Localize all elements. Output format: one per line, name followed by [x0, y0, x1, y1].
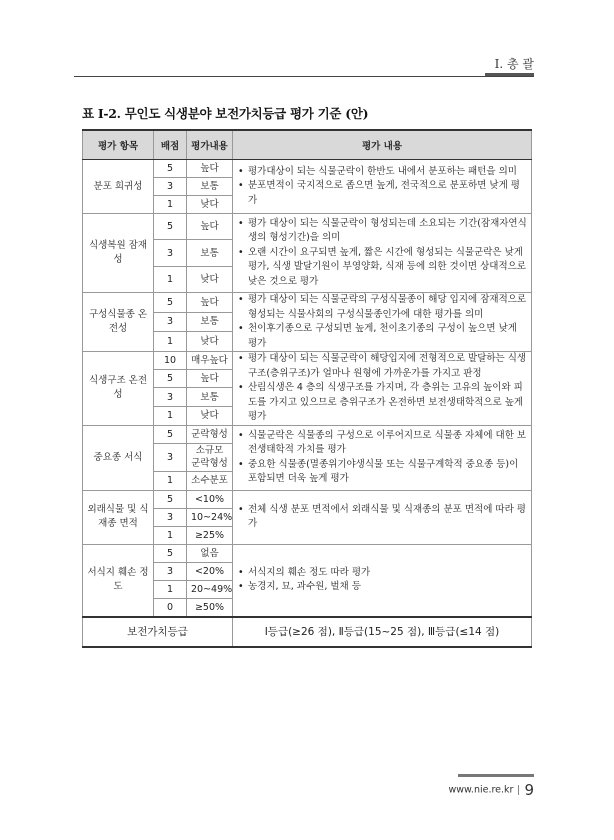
score-cell: 1 — [154, 526, 187, 544]
level-cell: 낮다 — [187, 196, 233, 214]
summary-row — [83, 617, 532, 647]
criterion-name: 외래식물 및 식재종 면적 — [83, 490, 154, 544]
description-item: • 오랜 시간이 요구되면 높게, 짧은 시간에 형성되는 식물군락은 낮게 평가, 식생 발달기원이 부영양화, 식재 등에 의한 것이면 상대적으로 낮은 것으로 평가 — [237, 246, 527, 290]
score-cell: 5 — [154, 544, 187, 562]
score-cell: 5 — [154, 293, 187, 313]
level-cell: 10~24% — [187, 508, 233, 526]
score-cell: 1 — [154, 406, 187, 425]
footer-site: www.nie.re.kr — [448, 784, 514, 796]
level-cell: 높다 — [187, 214, 233, 240]
table-caption: 표 Ⅰ-2. 무인도 식생분야 보전가치등급 평가 기준 (안) — [82, 106, 369, 121]
score-cell: 3 — [154, 240, 187, 267]
score-cell: 1 — [154, 580, 187, 598]
criterion-name: 서식지 훼손 정도 — [83, 544, 154, 617]
level-cell: 군락형성 — [187, 425, 233, 443]
description-item: • 평가 대상이 되는 식물군락이 형성되는데 소요되는 기간(잠재자연식생의 형성기간)을 의미 — [237, 217, 527, 246]
criterion-name: 구성식물종 온전성 — [83, 293, 154, 352]
description-list — [237, 293, 527, 351]
level-cell: 높다 — [187, 293, 233, 313]
score-cell: 0 — [154, 598, 187, 617]
description-item: • 분포면적이 국지적으로 좁으면 높게, 전국적으로 분포하면 낮게 평가 — [237, 179, 527, 208]
description-list — [237, 566, 527, 595]
score-cell: 3 — [154, 178, 187, 196]
level-cell: 소수분포 — [187, 471, 233, 490]
level-cell: ≥25% — [187, 526, 233, 544]
level-cell: 높다 — [187, 369, 233, 388]
table-row — [83, 544, 532, 562]
criterion-description — [233, 214, 532, 293]
header-accent-bar — [485, 73, 534, 76]
description-item: • 서식지의 훼손 정도 따라 평가 — [237, 566, 527, 581]
score-cell: 5 — [154, 214, 187, 240]
score-cell: 3 — [154, 312, 187, 332]
criterion-description — [233, 425, 532, 490]
score-cell: 1 — [154, 332, 187, 352]
score-cell: 3 — [154, 388, 187, 407]
level-cell: 보통 — [187, 178, 233, 196]
table-row — [83, 160, 532, 178]
table-row — [83, 214, 532, 240]
page-number: 9 — [524, 781, 534, 799]
level-cell: 보통 — [187, 388, 233, 407]
table-body — [83, 160, 532, 647]
score-cell: 1 — [154, 196, 187, 214]
header-item: 평가 항목 — [83, 130, 154, 160]
header-score: 배점 — [154, 130, 187, 160]
description-item: • 평가 대상이 되는 식물군락의 구성식물종이 해당 입지에 잠재적으로 형성되는 식물사회의 구성식물종인가에 대한 평가를 의미 — [237, 293, 527, 322]
description-list — [237, 165, 527, 209]
criterion-name: 분포 희귀성 — [83, 160, 154, 214]
criterion-description — [233, 490, 532, 544]
description-list — [237, 429, 527, 487]
criterion-description — [233, 352, 532, 426]
table-row — [83, 293, 532, 313]
summary-label: 보전가치등급 — [83, 617, 233, 647]
description-item: • 평가대상이 되는 식물군락이 한반도 내에서 분포하는 패턴을 의미 — [237, 165, 527, 180]
description-item: • 산림식생은 4 층의 식생구조를 가지며, 각 층위는 고유의 높이와 피도를 가지고 있으므로 층위구조가 온전하면 보전생태학적으로 높게 평가 — [237, 381, 527, 425]
table-header-row — [83, 130, 532, 160]
table-row — [83, 425, 532, 443]
score-cell: 5 — [154, 490, 187, 508]
level-cell: <20% — [187, 562, 233, 580]
description-item: • 천이후기종으로 구성되면 높게, 천이초기종의 구성이 높으면 낮게 평가 — [237, 322, 527, 351]
table-row — [83, 490, 532, 508]
evaluation-criteria-table — [82, 129, 532, 648]
score-cell: 3 — [154, 508, 187, 526]
score-cell: 1 — [154, 471, 187, 490]
header-description: 평가 내용 — [233, 130, 532, 160]
description-list — [237, 503, 527, 532]
score-cell: 5 — [154, 425, 187, 443]
level-cell: ≥50% — [187, 598, 233, 617]
criterion-description — [233, 544, 532, 617]
description-item: • 농경지, 묘, 과수원, 벌채 등 — [237, 580, 527, 595]
criterion-name: 식생복원 잠재성 — [83, 214, 154, 293]
level-cell: 낮다 — [187, 267, 233, 293]
level-cell: 보통 — [187, 312, 233, 332]
level-cell: 보통 — [187, 240, 233, 267]
criterion-description — [233, 160, 532, 214]
level-cell: 소규모 군락형성 — [187, 443, 233, 471]
criterion-name: 중요종 서식 — [83, 425, 154, 490]
score-cell: 5 — [154, 160, 187, 178]
score-cell: 5 — [154, 369, 187, 388]
description-list — [237, 352, 527, 425]
score-cell: 1 — [154, 267, 187, 293]
level-cell: 높다 — [187, 160, 233, 178]
description-item: • 식물군락은 식물종의 구성으로 이루어지므로 식물종 자체에 대한 보전생태학적 가치를 평가 — [237, 429, 527, 458]
description-list — [237, 217, 527, 290]
footer-rule — [458, 774, 534, 777]
chapter-title: Ⅰ. 총 괄 — [494, 57, 534, 71]
description-item: • 평가 대상이 되는 식물군락이 해당입지에 전형적으로 발달하는 식생구조(층위구조)가 얼마나 원형에 가까운가를 가지고 판정 — [237, 352, 527, 381]
table-row — [83, 352, 532, 370]
description-item: • 중요한 식물종(멸종위기야생식물 또는 식물구계학적 중요종 등)이 포함되면 더욱 높게 평가 — [237, 458, 527, 487]
summary-value: Ⅰ등급(≥26 점), Ⅱ등급(15~25 점), Ⅲ등급(≤14 점) — [233, 617, 532, 647]
level-cell: <10% — [187, 490, 233, 508]
level-cell: 매우높다 — [187, 352, 233, 370]
score-cell: 3 — [154, 443, 187, 471]
score-cell: 10 — [154, 352, 187, 370]
level-cell: 낮다 — [187, 332, 233, 352]
footer-separator — [518, 785, 519, 795]
criterion-description — [233, 293, 532, 352]
level-cell: 낮다 — [187, 406, 233, 425]
criterion-name: 식생구조 온전성 — [83, 352, 154, 426]
header-rule — [74, 76, 534, 77]
description-item: • 전체 식생 분포 면적에서 외래식물 및 식재종의 분포 면적에 따라 평가 — [237, 503, 527, 532]
page-footer — [449, 781, 535, 799]
header-content: 평가내용 — [187, 130, 233, 160]
score-cell: 3 — [154, 562, 187, 580]
level-cell: 20~49% — [187, 580, 233, 598]
level-cell: 없음 — [187, 544, 233, 562]
